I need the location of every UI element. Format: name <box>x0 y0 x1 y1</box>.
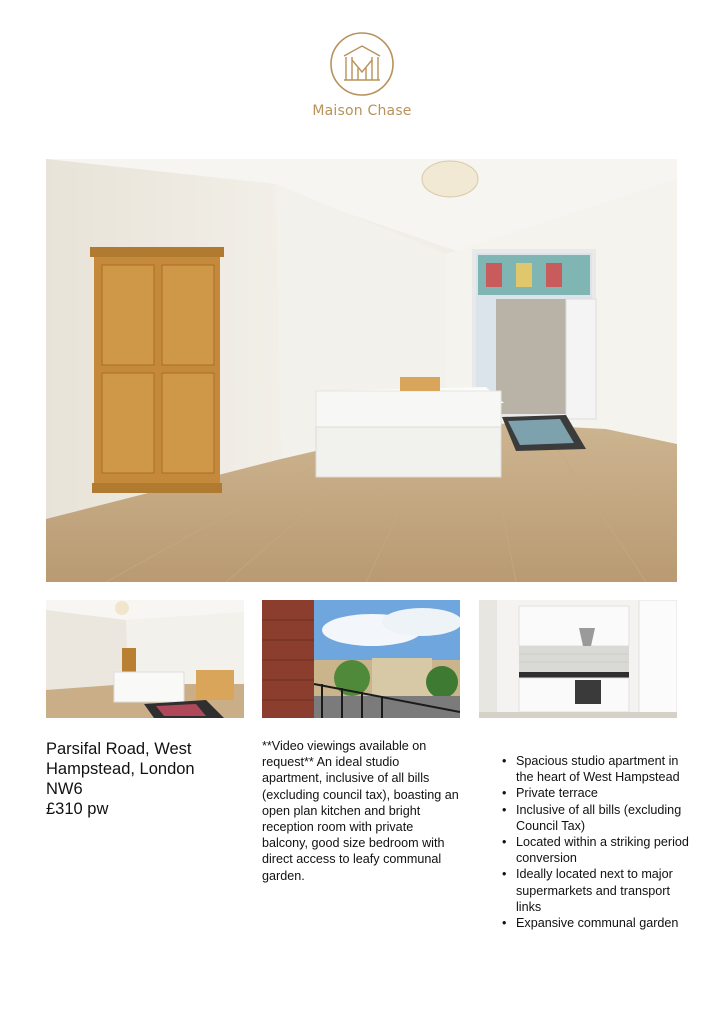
feature-item: • Expansive communal garden <box>500 915 690 931</box>
address-line: Hampstead, London <box>46 760 195 778</box>
feature-item: • Located within a striking period conversion <box>500 834 690 866</box>
feature-item: • Inclusive of all bills (excluding Council Tax) <box>500 802 690 834</box>
listing-price: £310 pw <box>46 800 109 818</box>
listing-description: **Video viewings available on request** An ideal studio apartment, inclusive of all bills (excluding council tax), boasting an open plan kitchen and bright reception room with private balcony, good size bedroom with direct access to leafy communal garden. <box>262 739 459 883</box>
balcony-street-view-photo <box>262 600 460 718</box>
address-line: Parsifal Road, West <box>46 740 192 758</box>
feature-item: • Ideally located next to major supermarkets and transport links <box>500 866 690 915</box>
feature-list <box>500 753 690 931</box>
bedroom-main-photo <box>46 159 677 582</box>
feature-item: • Spacious studio apartment in the heart of West Hampstead <box>500 753 690 785</box>
listing-address-block <box>46 739 246 819</box>
monogram-circle-icon <box>328 30 396 98</box>
brand-name: Maison Chase <box>312 103 412 119</box>
bedroom-angle-photo <box>46 600 244 718</box>
address-line: NW6 <box>46 780 83 798</box>
feature-item: • Private terrace <box>500 785 690 801</box>
kitchen-photo <box>479 600 677 718</box>
